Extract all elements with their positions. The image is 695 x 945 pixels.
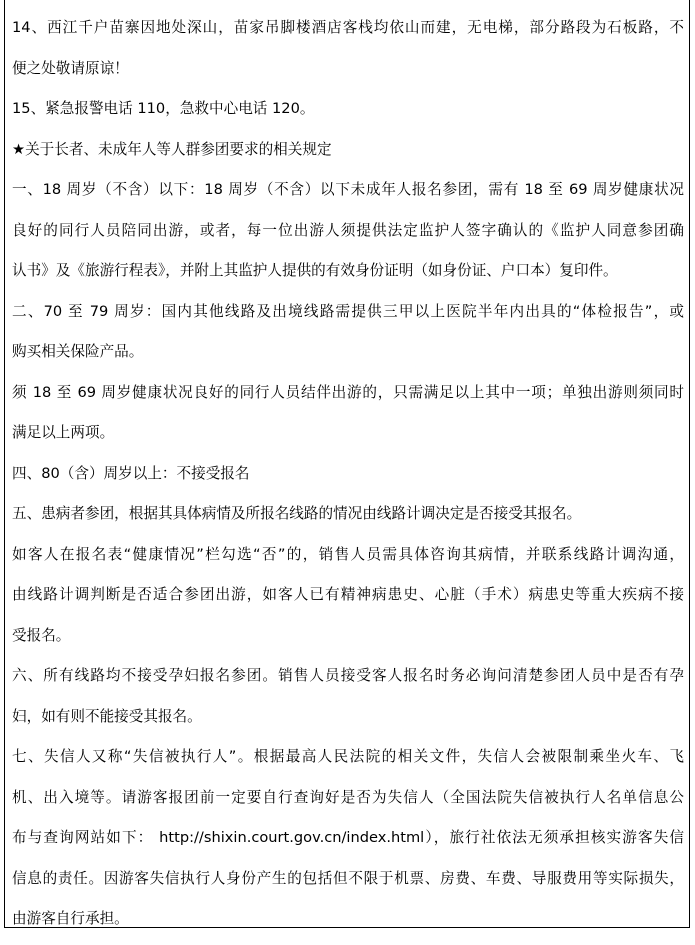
text-line: 便之处敬请原谅！ (12, 59, 129, 77)
text-line: 须 18 至 69 周岁健康状况良好的同行人员结伴出游的，只需满足以上其中一项；单独出游则须同时 (12, 383, 684, 401)
text-line: 良好的同行人员陪同出游，或者，每一位出游人须提供法定监护人签字确认的《监护人同意参团确 (12, 221, 684, 239)
text-line: 购买相关保险产品。 (12, 343, 144, 360)
text-line: 六、所有线路均不接受孕妇报名参团。销售人员接受客人报名时务必询问清楚参团人员中是否有孕 (12, 667, 684, 684)
text-line: 由游客自行承担。 (12, 910, 129, 927)
text-line: 机、出入境等。请游客报团前一定要自行查询好是否为失信人（全国法院失信被执行人名单信息公 (12, 788, 684, 806)
text-line: 五、患病者参团，根据其具体病情及所报名线路的情况由线路计调决定是否接受其报名。 (12, 505, 582, 522)
text-line: 布与查询网站如下： http://shixin.court.gov.cn/index.html），旅行社依法无须承担核实游客失信 (12, 829, 684, 846)
text-line: 一、18 周岁（不含）以下：18 周岁（不含）以下未成年人报名参团，需有 18 至 69 周岁健康状况 (12, 181, 684, 198)
text-line: 四、80（含）周岁以上：不接受报名 (12, 464, 250, 482)
text-line: ★关于长者、未成年人等人群参团要求的相关规定 (12, 140, 332, 158)
text-line: 信息的责任。因游客失信执行人身份产生的包括但不限于机票、房费、车费、导服费用等实际损失， (12, 869, 684, 887)
text-line: 15、紧急报警电话 110，急救中心电话 120。 (12, 100, 315, 117)
text-line: 二、70 至 79 周岁：国内其他线路及出境线路需提供三甲以上医院半年内出具的“体检报告”，或 (12, 302, 684, 320)
text-line: 妇，如有则不能接受其报名。 (12, 707, 202, 725)
text-line: 受报名。 (12, 626, 71, 644)
text-line: 满足以上两项。 (12, 424, 115, 441)
text-line: 由线路计调判断是否适合参团出游，如客人已有精神病患史、心脏（手术）病患史等重大疾病不接 (12, 586, 684, 603)
text-line: 如客人在报名表“健康情况”栏勾选“否”的，销售人员需具体咨询其病情，并联系线路计调沟通， (12, 545, 684, 563)
text-line: 14、西江千户苗寨因地处深山，苗家吊脚楼酒店客栈均依山而建，无电梯，部分路段为石板路，不 (12, 19, 684, 36)
text-line: 认书》及《旅游行程表》，并附上其监护人提供的有效身份证明（如身份证、户口本）复印件。 (12, 262, 618, 279)
document-body (12, 13, 684, 945)
text-line: 七、失信人又称“失信被执行人”。根据最高人民法院的相关文件，失信人会被限制乘坐火车、飞 (12, 748, 684, 765)
